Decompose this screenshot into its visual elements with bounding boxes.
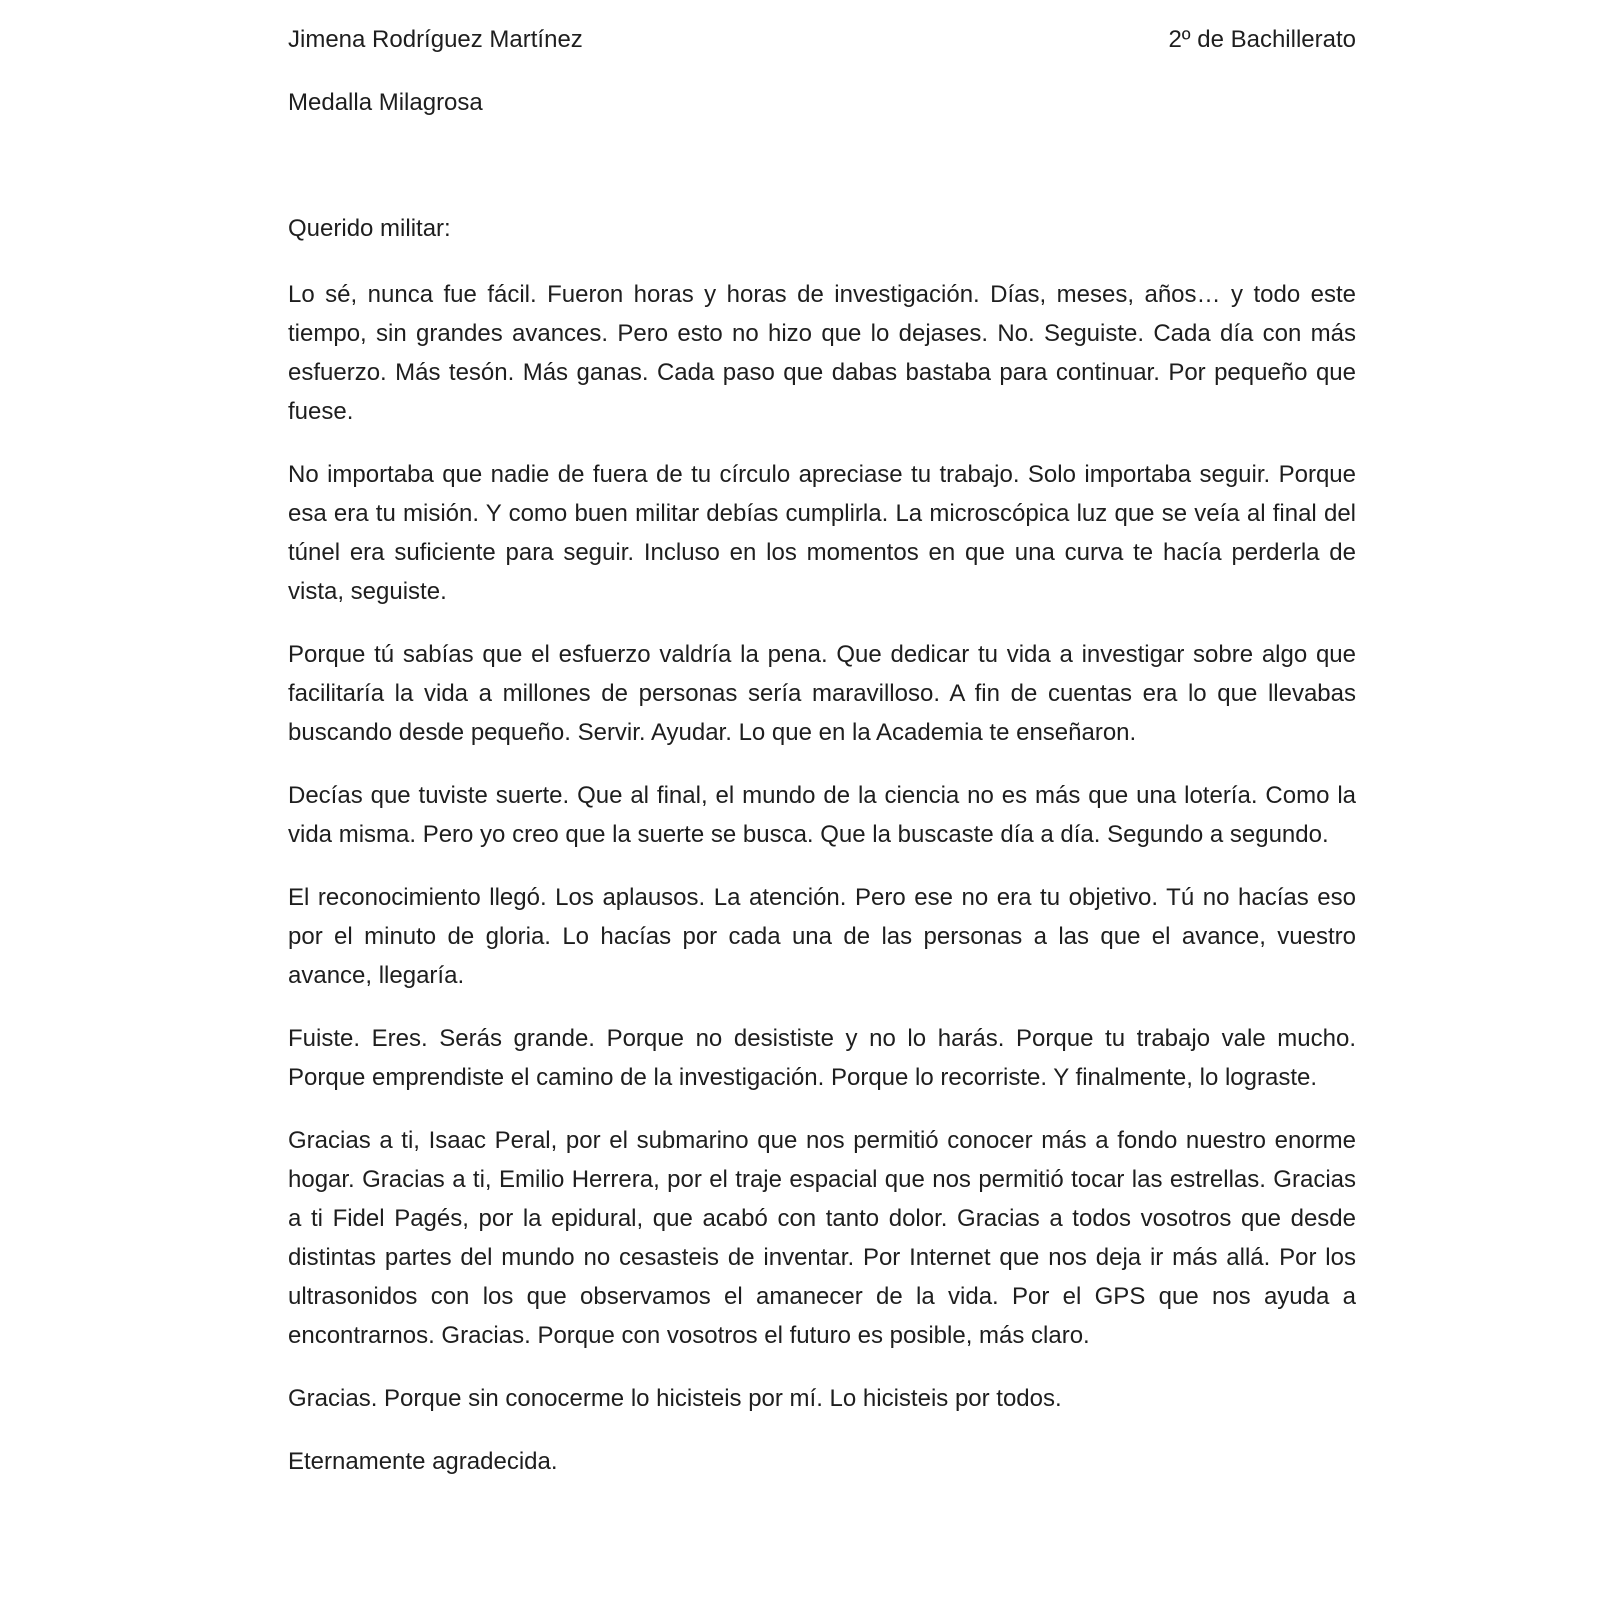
signoff: Eternamente agradecida.	[288, 1448, 558, 1475]
letter-page	[288, 20, 1356, 1505]
paragraph-3: Porque tú sabías que el esfuerzo valdría la pena. Que dedicar tu vida a investigar sobre algo que facilitaría la vida a millones de personas sería maravilloso. A fin de cuentas era lo que llevabas buscando desde pequeño. Servir. Ayudar. Lo que en la Academia te enseñaron.	[288, 641, 1356, 746]
paragraph-6: Fuiste. Eres. Serás grande. Porque no desististe y no lo harás. Porque tu trabajo vale mucho. Porque emprendiste el camino de la investigación. Porque lo recorriste. Y finalmente, lo lograste.	[288, 1025, 1356, 1091]
letter-greeting: Querido militar:	[288, 215, 451, 242]
letter-body	[288, 275, 1356, 1481]
paragraph-2: No importaba que nadie de fuera de tu círculo apreciase tu trabajo. Solo importaba seguir. Porque esa era tu misión. Y como buen militar debías cumplirla. La microscópica luz que se veía al final del túnel era suficiente para seguir. Incluso en los momentos en que una curva te hacía perderla de vista, seguiste.	[288, 461, 1356, 605]
paragraph-7: Gracias a ti, Isaac Peral, por el submarino que nos permitió conocer más a fondo nuestro enorme hogar. Gracias a ti, Emilio Herrera, por el traje espacial que nos permitió tocar las estrellas. Gracias a ti Fidel Pagés, por la epidural, que acabó con tanto dolor. Gracias a todos vosotros que desde distintas partes del mundo no cesasteis de inventar. Por Internet que nos deja ir más allá. Por los ultrasonidos con los que observamos el amanecer de la vida. Por el GPS que nos ayuda a encontrarnos. Gracias. Porque con vosotros el futuro es posible, más claro.	[288, 1127, 1356, 1349]
paragraph-5: El reconocimiento llegó. Los aplausos. La atención. Pero ese no era tu objetivo. Tú no hacías eso por el minuto de gloria. Lo hacías por cada una de las personas a las que el avance, vuestro avance, llegaría.	[288, 884, 1356, 989]
letter-header	[288, 20, 1356, 60]
school-name: Medalla Milagrosa	[288, 89, 483, 116]
closing-line: Gracias. Porque sin conocerme lo hicisteis por mí. Lo hicisteis por todos.	[288, 1385, 1062, 1412]
paragraph-4: Decías que tuviste suerte. Que al final, el mundo de la ciencia no es más que una lotería. Como la vida misma. Pero yo creo que la suerte se busca. Que la buscaste día a día. Segundo a segundo.	[288, 782, 1356, 848]
author-name: Jimena Rodríguez Martínez	[288, 26, 583, 53]
course-label: 2º de Bachillerato	[1168, 26, 1356, 53]
paragraph-1: Lo sé, nunca fue fácil. Fueron horas y horas de investigación. Días, meses, años… y todo este tiempo, sin grandes avances. Pero esto no hizo que lo dejases. No. Seguiste. Cada día con más esfuerzo. Más tesón. Más ganas. Cada paso que dabas bastaba para continuar. Por pequeño que fuese.	[288, 281, 1356, 425]
